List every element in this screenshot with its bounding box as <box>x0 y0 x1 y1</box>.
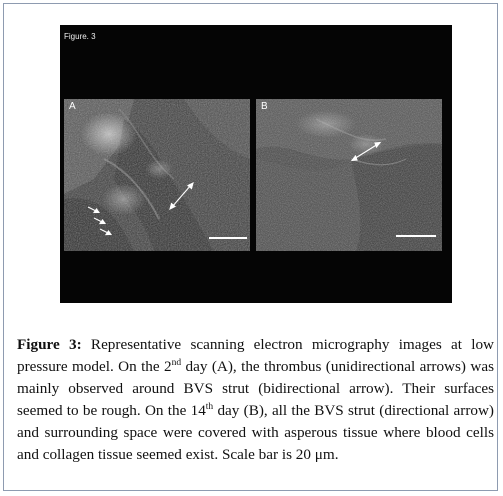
caption-lead: Figure 3: <box>17 336 82 354</box>
caption-text-3: day (B), all the BVS strut (directional arrow) and surrounding space were covered with asperous tissue where blood cells and collagen tissue seemed exist. Scale bar is 20 μm. <box>17 402 494 464</box>
caption-sup-1: nd <box>171 358 182 369</box>
sem-image-b <box>256 99 442 251</box>
sem-image-a <box>64 99 250 251</box>
figure-header: Figure. 3 <box>64 32 96 41</box>
caption-text-1: Representative scanning electron micrography images at low pressure model. On the 2 <box>17 336 494 376</box>
figure-frame <box>3 3 498 491</box>
caption-text-2: day (A), the thrombus (unidirectional arrows) was mainly observed around BVS strut (bidirectional arrow). Their surfaces seemed to be rough. On the 14 <box>17 358 494 420</box>
figure-image <box>60 25 452 303</box>
caption-sup-2: th <box>205 402 214 413</box>
figure-caption <box>17 334 494 466</box>
panel-a <box>64 99 250 251</box>
panel-b <box>256 99 442 251</box>
panel-label-b: B <box>261 101 268 112</box>
panel-label-a: A <box>69 101 76 112</box>
